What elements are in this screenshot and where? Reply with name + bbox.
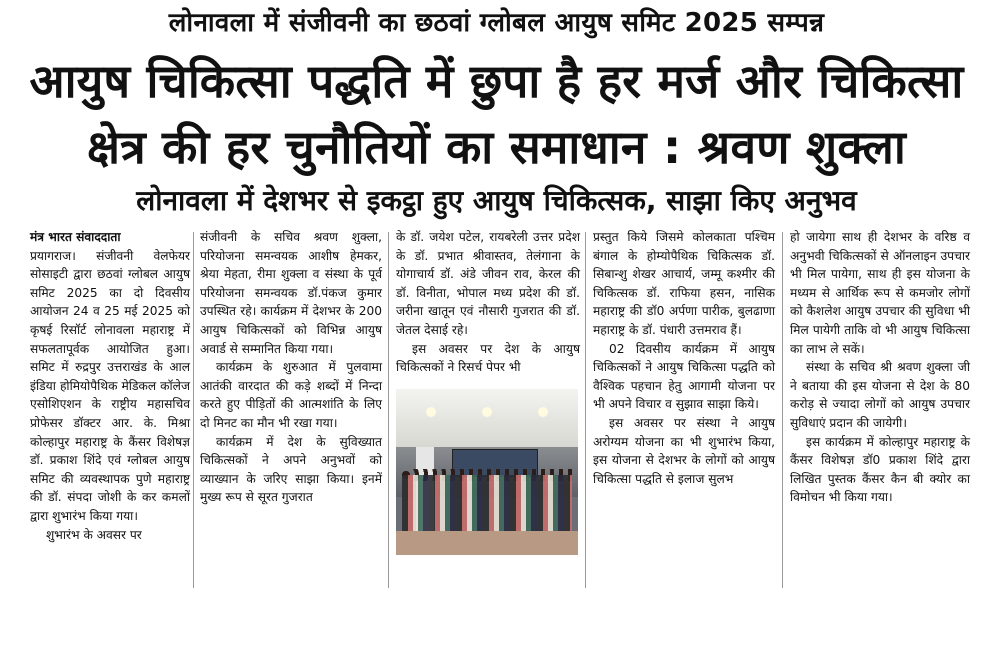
paragraph: प्रस्तुत किये जिसमे कोलकाता पश्चिम बंगाल के होम्योपैथिक चिकित्सक डॉ. सिबान्शु शेखर आचार्य, जम्मू कश्मीर की चिकित्सक डॉ. राफिया हसन, नासिक महाराष्ट्र की डॉ0 अर्पणा पारीक, बुलढाणा महाराष्ट्र के डॉ. पंधारी उत्तमराव हैं। [593,230,775,337]
paragraph: इस अवसर पर संस्था ने आयुष अरोग्यम योजना का भी शुभारंभ किया, इस योजना से देशभर के लोगों को आयुष चिकित्सा पद्धति से इलाज सुलभ [593,415,775,486]
photo-floor [396,531,578,555]
paragraph: प्रयागराज। संजीवनी वेलफेयर सोसाइटी द्वारा छठवां ग्लोबल आयुष समिट 2025 का दो दिवसीय आयोजन 24 व 25 मई 2025 को कृषई रिसॉर्ट लोनावला महाराष्ट्र में सफलतापूर्वक आयोजित हुआ। समिट में रुद्रपुर उत्तराखंड के आल इंडिया होमियोपैथिक मेडिकल कॉलेज एसोशिएशन के राष्ट्रीय महासचिव प्रोफेसर डॉक्टर आर. के. मिश्रा कोल्हापुर महाराष्ट्र के कैंसर विशेषज्ञ डॉ. प्रकाश शिंदे एवं ग्लोबल आयुष समिट की व्यवस्थापक पुणे महाराष्ट्र की डॉ. संपदा जोशी के कर कमलों द्वारा शुभारंभ किया गया। [30,248,190,523]
paragraph: शुभारंभ के अवसर पर [46,527,142,542]
column-divider [388,232,389,588]
column-divider [585,232,586,588]
subheadline: लोनावला में देशभर से इकट्ठा हुए आयुष चिकित्सक, साझा किए अनुभव [136,184,857,217]
paragraph: कार्यक्रम के शुरुआत में पुलवामा आतंकी वारदात की कड़े शब्दों में निन्दा करते हुए पीड़ितों की आत्मशांति के लिए दो मिनट का मौन भी रखा गया। [200,360,382,430]
paragraph: इस अवसर पर देश के आयुष चिकित्सकों ने रिसर्च पेपर भी [396,341,580,375]
paragraph: संस्था के सचिव श्री श्रवण शुक्ला जी ने बताया की इस योजना से देश के 80 करोड़ से ज्यादा लोगों को आयुष उपचार सुविधाएं प्रदान की जायेगी। [790,360,970,430]
article-column-3 [396,228,580,555]
article-column-1 [30,228,190,544]
photo-ceiling [396,389,578,447]
paragraph: हो जायेगा साथ ही देशभर के वरिष्ठ व अनुभवी चिकित्सकों से ऑनलाइन उपचार भी मिल पायेगा, साथ ही इस योजना के मध्यम से आर्थिक रूप से कमजोर लोगों को कैशलेश आयुष उपचार की सुविधा भी मिल पायेगी ताकि वो भी आयुष चिकित्सा का लाभ ले सकें। [790,230,970,356]
main-headline-line-2: क्षेत्र की हर चुनौतियों का समाधान : श्रवण शुक्ला [87,120,906,174]
photo-light [538,407,548,417]
photo-light [426,407,436,417]
main-headline-line-1: आयुष चिकित्सा पद्धति में छुपा है हर मर्ज और चिकित्सा [29,54,964,108]
photo-crowd [402,475,572,531]
paragraph: 02 दिवसीय कार्यक्रम में आयुष चिकित्सकों ने आयुष चिकित्सा पद्धति को वैश्विक पहचान हेतु आगामी योजना पर भी अपने विचार व सुझाव साझा किये। [593,341,775,412]
paragraph: कार्यक्रम में देश के सुविख्यात चिकित्सकों ने अपने अनुभवों को व्याख्यान के जरिए साझा किया। इनमें मुख्य रूप से सूरत गुजरात [200,434,382,505]
column-divider [782,232,783,588]
article-column-4 [593,228,775,488]
paragraph: के डॉ. जयेश पटेल, रायबरेली उत्तर प्रदेश के डॉ. प्रभात श्रीवास्तव, तेलंगाना के योगाचार्य डॉ. अंडे जीवन राव, केरल की डॉ. विनीता, भोपाल मध्य प्रदेश की डॉ. जरीना खातून एवं नौसारी गुजरात की डॉ. जेतल देसाई रहे। [396,230,580,337]
paragraph: संजीवनी के सचिव श्रवण शुक्ला, परियोजना समन्वयक आशीष हेमकर, श्रेया मेहता, रीमा शुक्ला व संस्था के पूर्व परियोजना समन्वयक डॉ.पंकज कुमार उपस्थित रहे। कार्यक्रम में देशभर के 200 आयुष चिकित्सकों को विभिन्न आयुष अवार्ड से सम्मानित किया गया। [200,230,382,356]
column-divider [193,232,194,588]
byline: मंत्र भारत संवाददाता [30,230,121,244]
article-column-2 [200,228,382,507]
event-group-photo [396,389,578,555]
photo-light [482,407,492,417]
kicker-headline: लोनावला में संजीवनी का छठवां ग्लोबल आयुष समिट 2025 सम्पन्न [168,8,825,38]
article-column-5 [790,228,970,507]
paragraph: इस कार्यक्रम में कोल्हापुर महाराष्ट्र के कैंसर विशेषज्ञ डॉ0 प्रकाश शिंदे द्वारा लिखित पुस्तक कैंसर कैन बी क्योर का विमोचन भी किया गया। [790,434,970,505]
